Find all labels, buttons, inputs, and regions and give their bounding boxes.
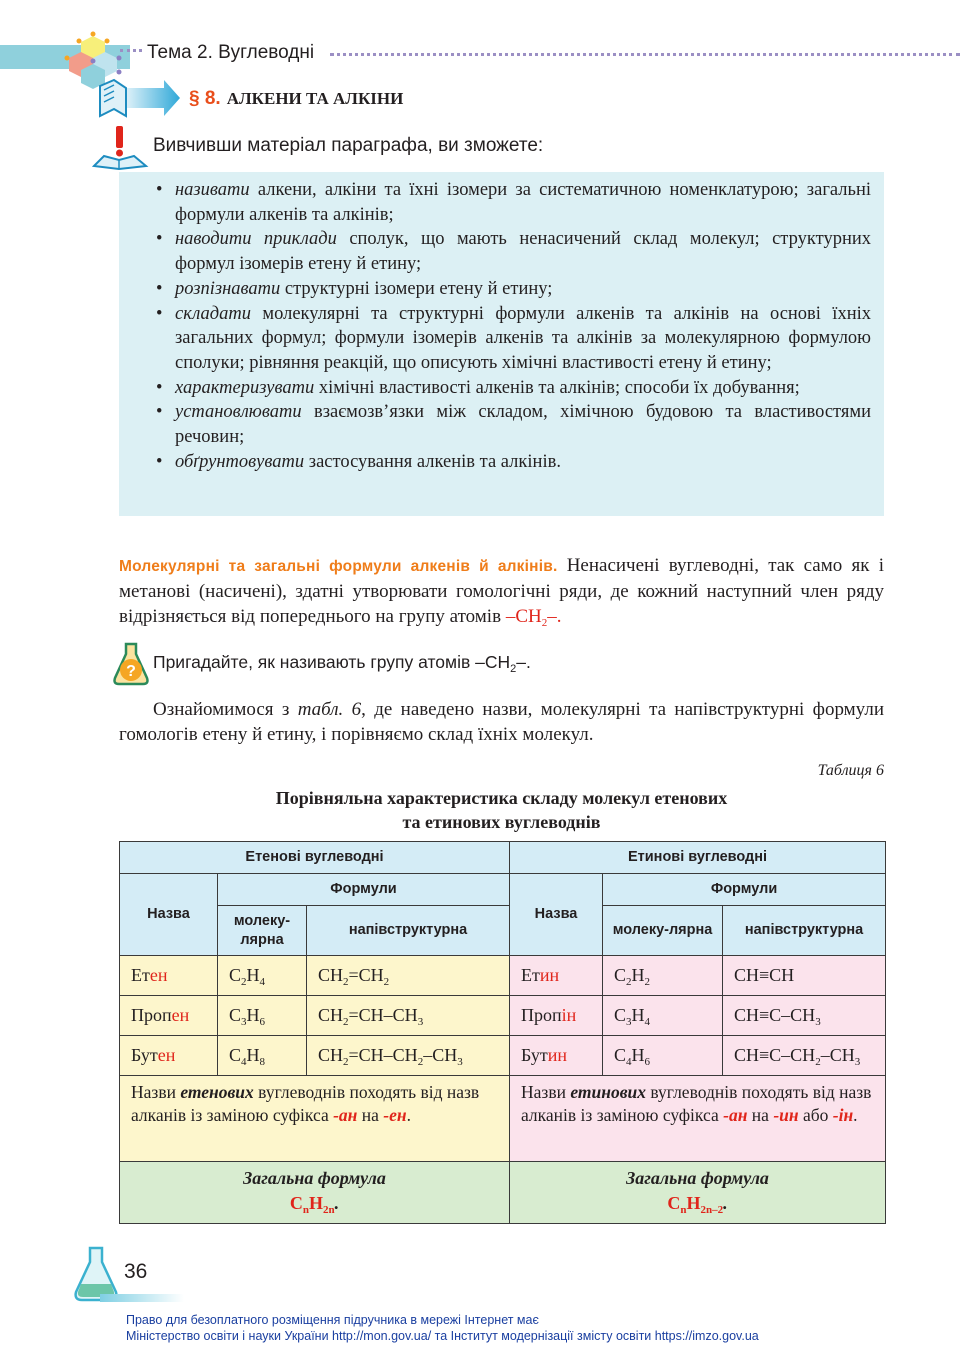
list-item [119,450,871,475]
footer-license-line: Право для безоплатного розміщення підручника в мережі Інтернет має [126,1313,539,1327]
goal-text: алкени, алкіни та їхні ізомери за систематичною номенклатурою; загальні формули алкенів та алкінів; [175,180,871,225]
list-item [119,376,871,401]
name-header: Назва [120,874,218,956]
goal-verb: характеризувати [175,377,315,398]
goal-text: молекулярні та структурні формули алкенів та алкінів на основі їхніх загальних формул; формули ізомерів алкенів та алкінів за молекулярною формулою сполуки; рівняння реакцій, що описують хімічні властивості етену й етину; [175,303,871,373]
ch2-formula: $-CH_2-$. [505,606,562,629]
topic-title: Тема 2. Вуглеводні [147,42,315,63]
ethene-name: Бутен [120,1036,218,1076]
goals-list [119,172,884,474]
ethyne-molecular-formula: $C_3H_4$ [603,996,723,1036]
goal-verb: розпізнавати [175,278,281,299]
goal-text: хімічні властивості алкенів та алкінів; способи їх добування; [314,377,800,398]
ethene-molecular-formula: $C_4H_8$ [218,1036,307,1076]
semistructural-header: напівструктурна [723,906,886,956]
page-number-bar [100,1294,184,1302]
formulas-header: Формули [603,874,886,906]
header-dotted-line [330,53,960,56]
goal-text: взаємозв’язки між складом, хімічною будовою та властивостями речовин; [175,402,871,448]
ethyne-naming-note: Назви етинових вуглеводнів походять від назв алканів із заміною суфікса -ан на -ин або -ін. [510,1076,886,1162]
molecular-header: молеку-лярна [603,906,723,956]
goal-verb: обґрунтовувати [175,451,305,472]
exclamation-book-icon [92,126,150,170]
book-arrow-icon [96,76,182,122]
goal-text: сполук, що мають ненасичений склад молекул; структурних формул ізомерів етену й етину; [175,229,871,275]
ethyne-name: Пропін [510,996,603,1036]
list-item [119,400,871,449]
ethene-molecular-formula: $C_3H_6$ [218,996,307,1036]
ethene-name: Етен [120,956,218,996]
section-title [189,88,403,110]
list-item [119,302,871,376]
ethyne-molecular-formula: $C_2H_2$ [603,956,723,996]
goal-verb: наводити приклади [175,229,337,250]
ethene-semistructural-formula: $CH_2=CH-CH_3$ [307,996,510,1036]
paragraph-heading: Молекулярні та загальні формули алкенів й алкінів. [119,558,558,575]
paragraph-formulas [119,553,884,629]
ethene-semistructural-formula: $CH_2=CH-CH_2-CH_3$ [307,1036,510,1076]
goal-verb: складати [175,303,251,324]
name-header: Назва [510,874,603,956]
formulas-header: Формули [218,874,510,906]
ethyne-molecular-formula: $C_4H_6$ [603,1036,723,1076]
paragraph-table-intro: Ознайомимося з табл. 6, де наведено назви, молекулярні та напівструктурні формули гомологів етену й етину, і порівняємо склад їхніх молекул. [119,699,884,745]
table-number: Таблиця 6 [817,762,884,779]
table-row [120,996,886,1036]
ethene-general-formula: Загальна формула $C_nH_{2n}$. [120,1162,510,1224]
semistructural-header: напівструктурна [307,906,510,956]
ethyne-semistructural-formula: $CH\equiv C-CH_2-CH_3$ [723,1036,886,1076]
ethyne-semistructural-formula: CH≡CH [723,956,886,996]
list-item [119,227,871,276]
goals-intro: Вивчивши матеріал параграфа, ви зможете: [153,135,544,156]
footer-license-links: Міністерство освіти і науки України http://mon.gov.ua/ та Інститут модернізації змісту освіти https://imzo.gov.ua [126,1329,759,1343]
ethene-semistructural-formula: $CH_2=CH_2$ [307,956,510,996]
ethyne-name: Бутин [510,1036,603,1076]
table-row [120,956,886,996]
comparison-table [119,841,886,1224]
goal-verb: називати [175,180,250,200]
ethyne-group-header: Етинові вуглеводні [510,842,886,874]
goal-verb: установлювати [175,402,302,423]
goal-text: застосування алкенів та алкінів. [304,451,561,472]
section-number: § 8. [189,88,221,109]
svg-text:?: ? [126,663,136,680]
ethene-naming-note: Назви етенових вуглеводнів походять від назв алканів із заміною суфікса -ан на -ен. [120,1076,510,1162]
molecular-header: молеку-лярна [218,906,307,956]
paragraph-text: Ненасичені вуглеводні, так само як і метанові (насичені), здатні утворювати гомологічні ряди, де кожний наступний член ряду відрізняється від попереднього на групу атомів [119,555,884,627]
goal-text: структурні ізомери етену й етину; [280,278,553,299]
ethene-group-header: Етенові вуглеводні [120,842,510,874]
page-number: 36 [124,1260,148,1283]
section-title-text: АЛКЕНИ ТА АЛКІНИ [226,89,404,108]
ethene-molecular-formula: $C_2H_4$ [218,956,307,996]
table-row [120,1036,886,1076]
question-flask-icon [111,642,151,686]
table-title: Порівняльна характеристика складу молекул етенових та етинових вуглеводнів [275,788,728,832]
ethyne-general-formula: Загальна формула $C_nH_{2n-2}$. [510,1162,886,1224]
ethene-name: Пропен [120,996,218,1036]
list-item [119,178,871,227]
ethyne-semistructural-formula: $CH\equiv C-CH_3$ [723,996,886,1036]
goals-box [119,172,884,516]
list-item [119,277,871,302]
reminder-text: Пригадайте, як називають групу атомів $-CH_2-$. [153,652,531,675]
ethyne-name: Етин [510,956,603,996]
table-ref: табл. 6 [297,699,362,720]
